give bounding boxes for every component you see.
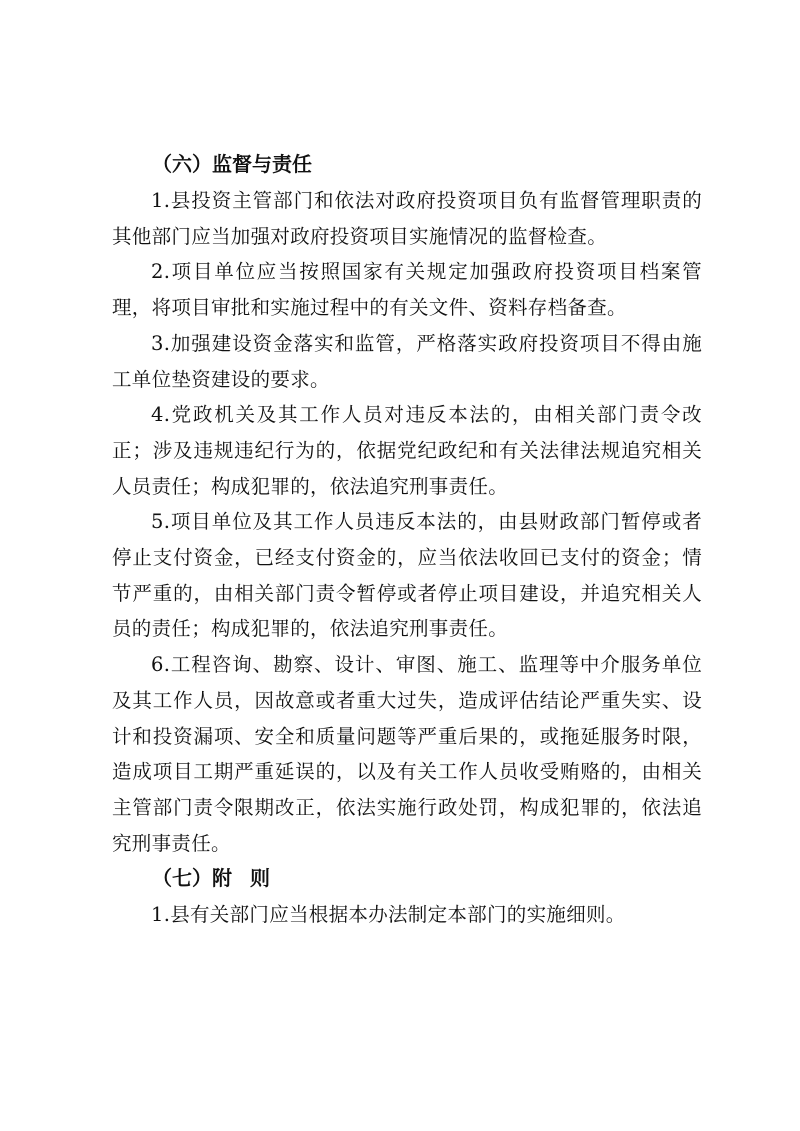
section-heading-supervision: （六）监督与责任 bbox=[152, 152, 312, 176]
paragraph-3: 3.加强建设资金落实和监管，严格落实政府投资项目不得由施工单位垫资建设的要求。 bbox=[112, 331, 702, 391]
paragraph-5: 5.项目单位及其工作人员违反本法的，由县财政部门暂停或者停止支付资金，已经支付资金的，应当依法收回已支付的资金；情节严重的，由相关部门责令暂停或者停止项目建设，并追究相关人员的责任；构成犯罪的，依法追究刑事责任。 bbox=[112, 510, 702, 641]
section-heading-appendix-part1: （七）附 bbox=[152, 866, 232, 891]
document-page bbox=[112, 147, 702, 933]
section-heading-appendix bbox=[112, 861, 702, 896]
paragraph-4: 4.党政机关及其工作人员对违反本法的，由相关部门责令改正；涉及违规违纪行为的，依据党纪政纪和有关法律法规追究相关人员责任；构成犯罪的，依法追究刑事责任。 bbox=[112, 403, 702, 498]
section-heading-appendix-part2: 则 bbox=[250, 866, 270, 891]
paragraph-appendix-1: 1.县有关部门应当根据本办法制定本部门的实施细则。 bbox=[151, 903, 626, 927]
paragraph-6: 6.工程咨询、勘察、设计、审图、施工、监理等中介服务单位及其工作人员，因故意或者重大过失，造成评估结论严重失实、设计和投资漏项、安全和质量问题等严重后果的，或拖延服务时限，造成项目工期严重延误的，以及有关工作人员收受贿赂的，由相关主管部门责令限期改正，依法实施行政处罚，构成犯罪的，依法追究刑事责任。 bbox=[112, 653, 702, 855]
paragraph-2: 2.项目单位应当按照国家有关规定加强政府投资项目档案管理，将项目审批和实施过程中的有关文件、资料存档备查。 bbox=[112, 260, 702, 320]
paragraph-1: 1.县投资主管部门和依法对政府投资项目负有监督管理职责的其他部门应当加强对政府投资项目实施情况的监督检查。 bbox=[112, 189, 702, 248]
